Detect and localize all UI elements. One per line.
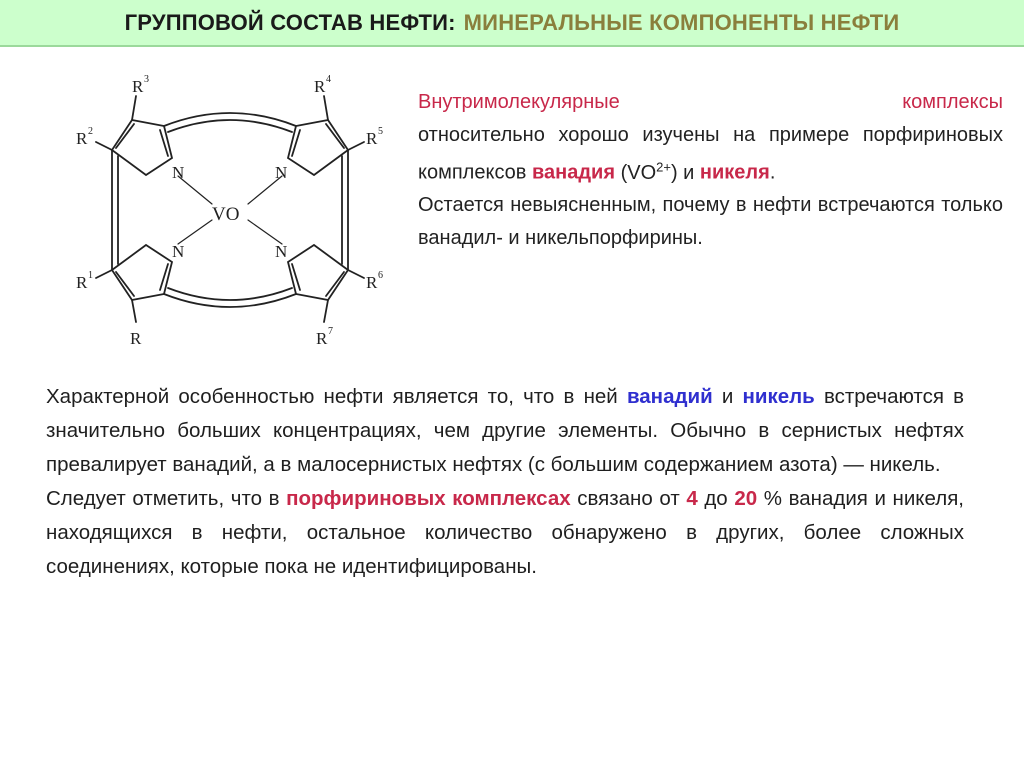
substituent-r3-index: 3 — [144, 74, 149, 85]
body-paragraph-2 — [46, 482, 964, 584]
substituent-r: R — [130, 329, 142, 348]
slide-title — [0, 0, 1024, 47]
body-text-1: Характерной особенностью нефти является то, что в ней — [46, 385, 618, 408]
intro-text — [418, 86, 1003, 254]
term-intramolecular: Внутримолекулярные — [418, 91, 620, 113]
body-and: и — [721, 385, 734, 408]
term-nickel: никеля — [699, 161, 770, 184]
substituent-r1: R — [76, 273, 88, 292]
intro-paragraph-1 — [418, 86, 1003, 189]
formula-b: ) и — [670, 161, 695, 184]
body-porphyrin-complexes: порфириновых комплексах — [286, 487, 571, 510]
formula-a: (VO — [620, 161, 657, 184]
body-vanadium: ванадий — [626, 385, 713, 408]
body-nickel: никель — [742, 385, 815, 408]
substituent-r4: R — [314, 77, 326, 96]
substituent-r7: R — [316, 329, 328, 348]
substituent-r7-index: 7 — [328, 326, 333, 337]
nitrogen-bottom-right: N — [275, 242, 288, 261]
term-vanadium: ванадия — [531, 161, 616, 184]
body-text-3: Следует отметить, что в — [46, 487, 280, 510]
body-text-2: встречаются в значительно больших концентрациях, чем другие элементы. Обычно в сернистых нефтях превалирует ванадий, а в малосернистых нефтях (с большим содержанием азота) — никель. — [46, 385, 964, 476]
substituent-r5-index: 5 — [378, 126, 383, 137]
substituent-r1-index: 1 — [88, 270, 93, 281]
porphyrin-structure-diagram — [60, 60, 400, 360]
body-text-do: до — [704, 487, 728, 510]
substituent-r6-index: 6 — [378, 270, 383, 281]
substituent-r3: R — [132, 77, 144, 96]
body-text-4: связано от — [577, 487, 680, 510]
nitrogen-top-left: N — [172, 163, 185, 182]
body-value-4: 4 — [686, 487, 698, 510]
body-paragraph-1 — [46, 380, 964, 482]
body-text-5: % ванадия и никеля, находящихся в нефти, остальное количество обнаружено в других, более сложных соединениях, которые пока не идентифицированы. — [46, 487, 964, 578]
term-complexes: комплексы — [902, 91, 1004, 113]
vanadyl-formula — [620, 159, 695, 184]
substituent-r2-index: 2 — [88, 126, 93, 137]
substituent-r2: R — [76, 129, 88, 148]
intro-period: . — [769, 161, 776, 184]
substituent-r5: R — [366, 129, 378, 148]
intro-text-1: относительно хорошо изучены на примере порфириновых комплексов — [418, 123, 1003, 184]
title-part-2: МИНЕРАЛЬНЫЕ КОМПОНЕНТЫ НЕФТИ — [463, 9, 900, 35]
body-value-20: 20 — [734, 487, 758, 510]
nitrogen-top-right: N — [275, 163, 288, 182]
nitrogen-bottom-left: N — [172, 242, 185, 261]
substituent-r4-index: 4 — [326, 74, 331, 85]
formula-charge: 2+ — [656, 159, 671, 174]
intro-paragraph-2: Остается невыясненным, почему в нефти встречаются только ванадил- и никельпорфирины. — [418, 194, 1003, 249]
main-text — [46, 380, 964, 584]
substituent-r6: R — [366, 273, 378, 292]
vanadyl-center: VO — [212, 204, 240, 225]
title-part-1: ГРУППОВОЙ СОСТАВ НЕФТИ: — [124, 9, 456, 35]
